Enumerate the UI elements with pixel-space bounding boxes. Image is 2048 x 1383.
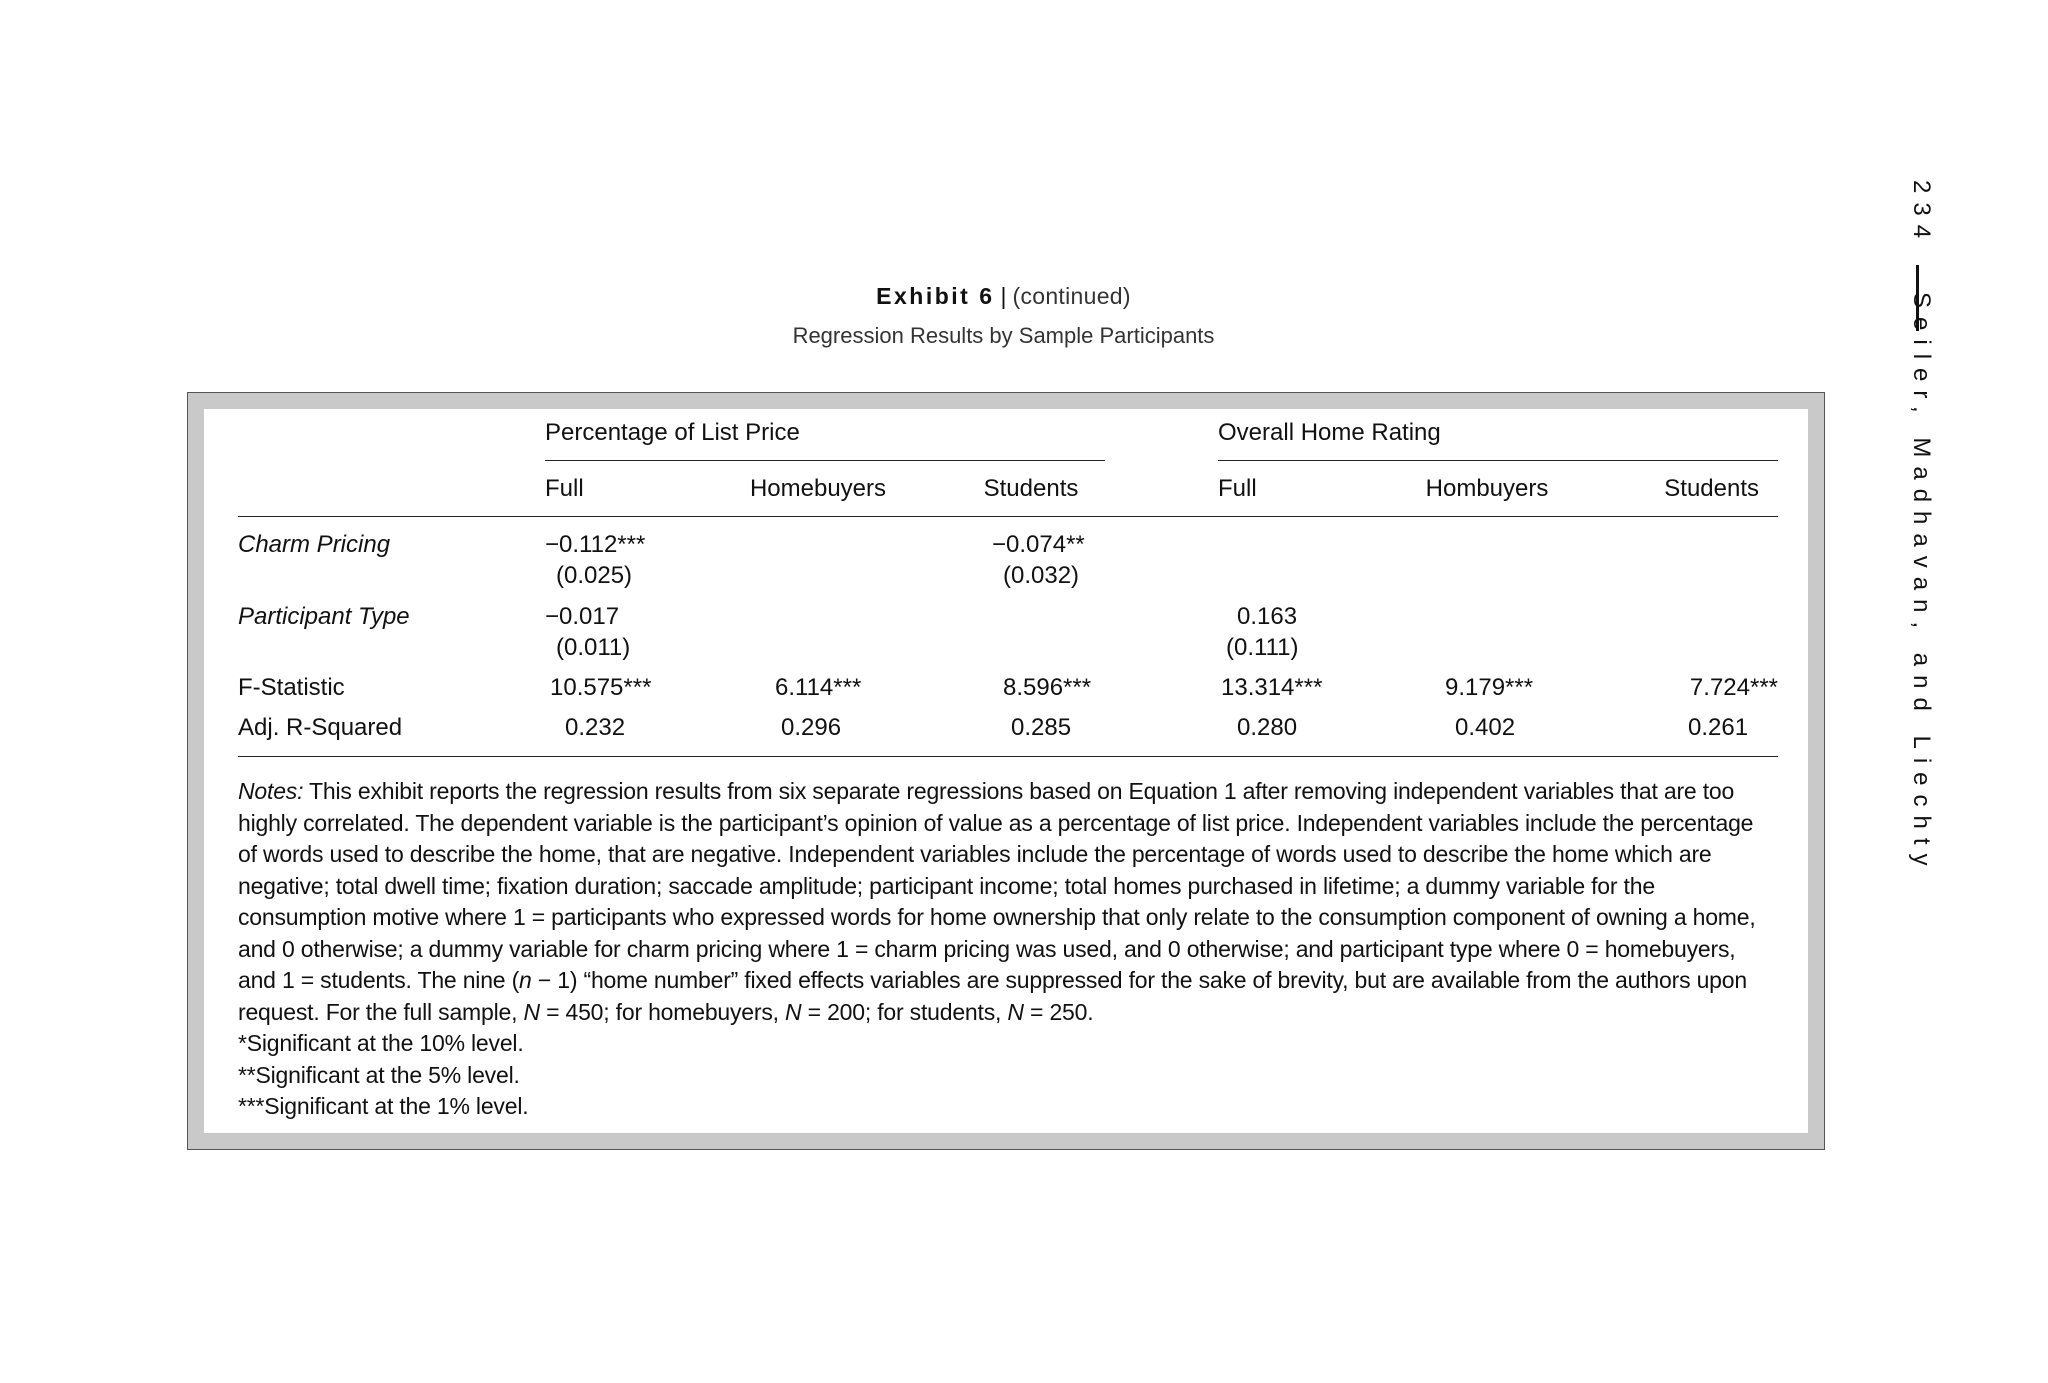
notes-text: − 1) “home number” fixed effects variables are suppressed for the sake of brevity, but are available from the authors upon request. For the full sample,: [238, 967, 1747, 1025]
notes-symbol-n: n: [519, 967, 532, 993]
notes-symbol-N: N: [523, 998, 540, 1025]
cell-f-statistic-full: 10.575***: [550, 674, 652, 701]
running-head: [1908, 180, 1950, 880]
cell-charm-pricing-students-coef: −0.074**: [992, 531, 1085, 558]
column-header-students: Students: [1664, 475, 1759, 502]
column-header-full: Full: [1218, 475, 1257, 502]
cell-charm-pricing-students-se: (0.032): [1003, 562, 1080, 589]
exhibit-title-block: [0, 276, 2007, 356]
exhibit-continued: (continued): [1012, 283, 1131, 309]
notes-text: = 250.: [1023, 998, 1094, 1025]
cell-adj-r-squared-hombuyers: 0.402: [1455, 714, 1516, 741]
page-number: 234: [1908, 180, 1935, 248]
cell-participant-type-rating-full-se: (0.111): [1226, 634, 1299, 661]
notes-paragraph: [238, 776, 1778, 1028]
cell-adj-r-squared-rating-full: 0.280: [1237, 714, 1298, 741]
group-rule-left: [545, 460, 1105, 461]
cell-participant-type-full-se: (0.011): [556, 634, 631, 661]
exhibit-label: Exhibit 6: [876, 283, 995, 309]
significance-note-5pct: **Significant at the 5% level.: [238, 1061, 520, 1088]
column-header-full: Full: [545, 475, 584, 502]
row-label-f-statistic: F-Statistic: [238, 674, 345, 701]
significance-note-10pct: *Significant at the 10% level.: [238, 1030, 524, 1056]
notes-text: This exhibit reports the regression results from six separate regressions based on Equation 1 after removing independent variables that are too highly correlated. The dependent variable is the participant’s opinion of value as a percentage of list price. Independent variables include the percentage of words used to describe the home, that are negative. Independent variables include the percentage of words used to describe the home which are negative; total dwell time; fixation duration; saccade amplitude; participant income; total homes purchased in lifetime; a dummy variable for the consumption motive where 1 = participants who expressed words for home ownership that only relate to the consumption component of owning a home, and 0 otherwise; a dummy variable for charm pricing where 1 = charm pricing was used, and 0 otherwise; and participant type where 0 = homebuyers, and 1 = students. The nine (: [238, 778, 1756, 993]
running-head-authors: Seiler, Madhavan, and Liechty: [1908, 292, 1935, 875]
group-header-percentage-of-list-price: Percentage of List Price: [545, 419, 800, 446]
column-header-hombuyers: Hombuyers: [1425, 475, 1549, 502]
table-notes: [238, 776, 1778, 1123]
notes-text: = 450; for homebuyers,: [539, 998, 786, 1025]
row-label-adj-r-squared: Adj. R-Squared: [238, 714, 403, 741]
cell-participant-type-full-coef: −0.017: [545, 603, 620, 630]
exhibit-frame: [187, 392, 1825, 1150]
notes-symbol-N: N: [1007, 998, 1024, 1025]
exhibit-title: [0, 276, 2007, 316]
cell-adj-r-squared-students: 0.285: [1011, 714, 1072, 741]
cell-adj-r-squared-full: 0.232: [565, 714, 626, 741]
column-header-homebuyers: Homebuyers: [749, 475, 887, 502]
notes-text: = 200; for students,: [801, 998, 1008, 1025]
exhibit-table-panel: [204, 409, 1808, 1133]
significance-note-1pct: ***Significant at the 1% level.: [238, 1093, 529, 1119]
row-label-charm-pricing: Charm Pricing: [238, 531, 391, 558]
exhibit-subtitle: Regression Results by Sample Participants: [792, 323, 1215, 348]
header-rule: [238, 516, 1778, 517]
row-label-participant-type: Participant Type: [238, 603, 410, 630]
cell-charm-pricing-full-se: (0.025): [556, 562, 633, 589]
bottom-rule: [238, 756, 1778, 757]
cell-f-statistic-hombuyers: 9.179***: [1445, 674, 1534, 701]
group-header-overall-home-rating: Overall Home Rating: [1218, 419, 1441, 446]
cell-f-statistic-students: 8.596***: [1003, 674, 1092, 701]
cell-f-statistic-rating-students: 7.724***: [1689, 674, 1778, 701]
group-rule-right: [1218, 460, 1778, 461]
column-header-students: Students: [983, 475, 1079, 502]
cell-adj-r-squared-rating-students: 0.261: [1688, 714, 1749, 741]
cell-adj-r-squared-homebuyers: 0.296: [781, 714, 842, 741]
cell-participant-type-rating-full-coef: 0.163: [1237, 603, 1298, 630]
notes-label: Notes:: [238, 778, 304, 804]
exhibit-separator: |: [1000, 283, 1007, 309]
cell-f-statistic-rating-full: 13.314***: [1221, 674, 1323, 701]
notes-symbol-N: N: [785, 998, 802, 1025]
cell-f-statistic-homebuyers: 6.114***: [775, 674, 862, 701]
cell-charm-pricing-full-coef: −0.112***: [545, 531, 646, 558]
